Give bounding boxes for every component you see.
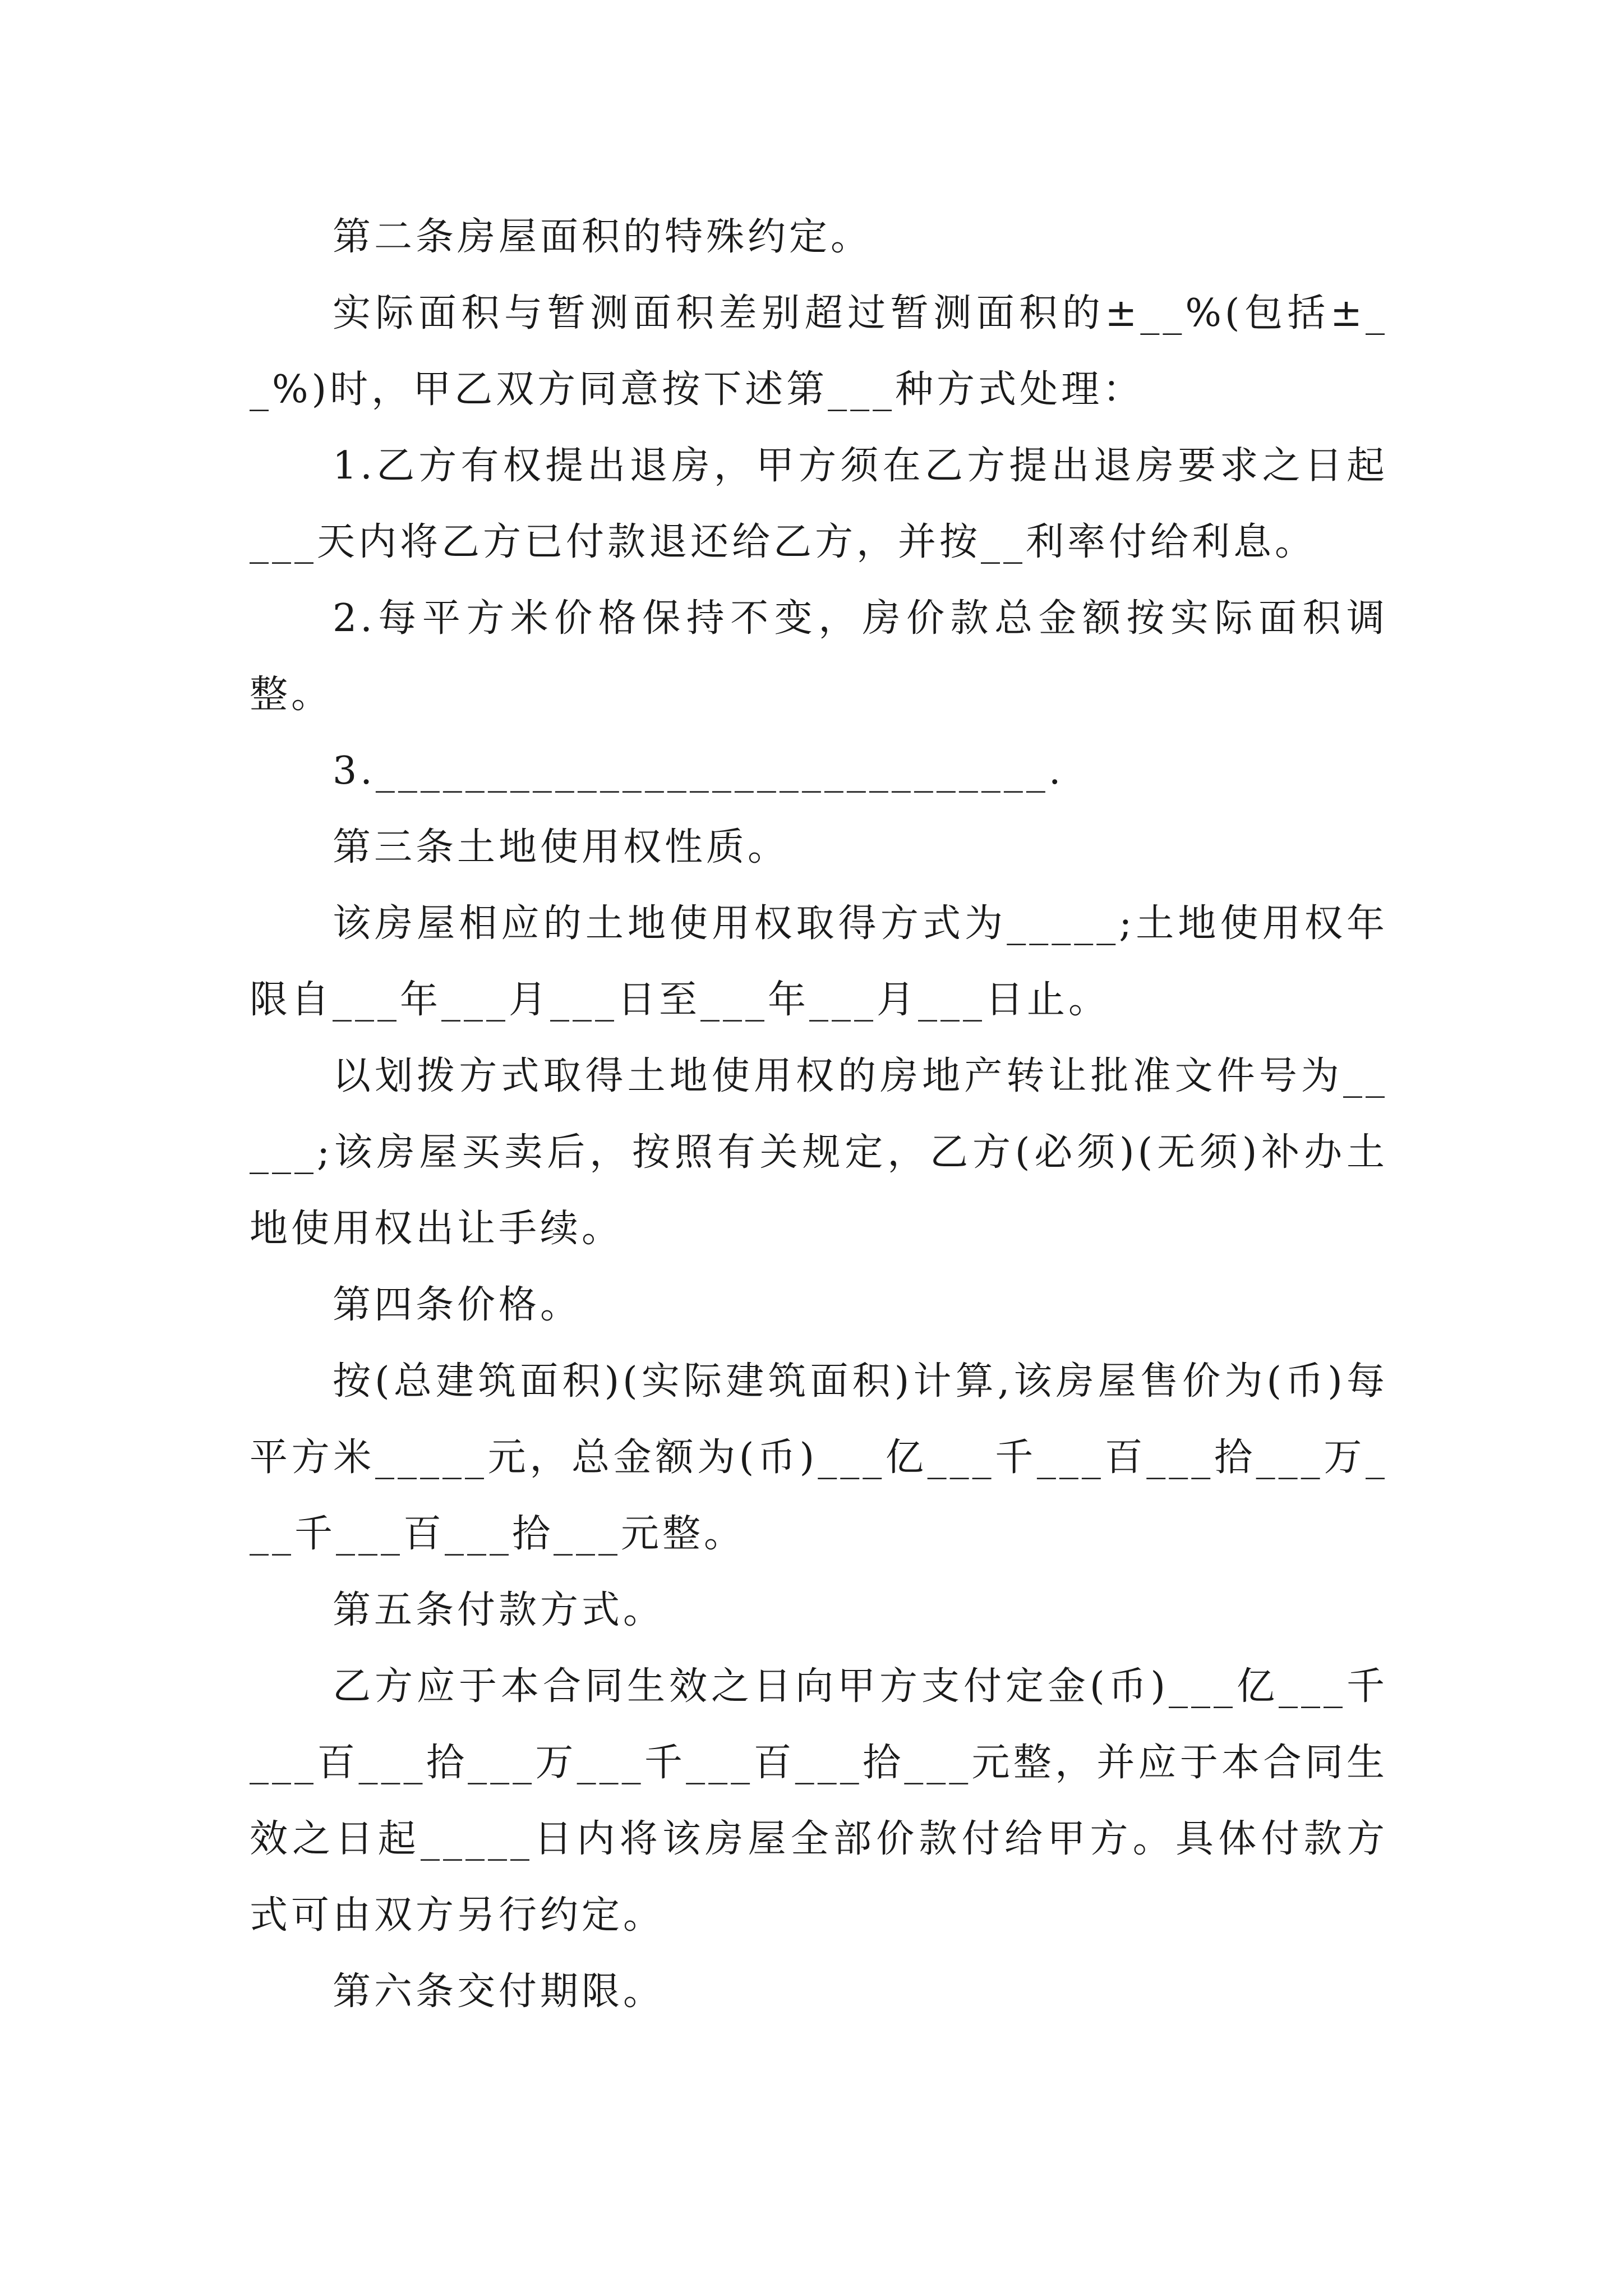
paragraph-price: 按(总建筑面积)(实际建筑面积)计算,该房屋售价为(币)每平方米_____元，总金额为(币)___亿___千___百___拾___万___千___百___拾___元整。 bbox=[250, 1359, 1388, 1556]
option-1-refund: 1.乙方有权提出退房，甲方须在乙方提出退房要求之日起___天内将乙方已付款退还给乙方，并按__利率付给利息。 bbox=[250, 444, 1388, 564]
option-2-price-adjust: 2.每平方米价格保持不变，房价款总金额按实际面积调整。 bbox=[250, 596, 1388, 717]
paragraph-land-use-method: 该房屋相应的土地使用权取得方式为_____;土地使用权年限自___年___月___日至___年___月___日止。 bbox=[250, 901, 1388, 1022]
paragraph-allocation-approval: 以划拨方式取得土地使用权的房地产转让批准文件号为_____;该房屋买卖后，按照有关规定，乙方(必须)(无须)补办土地使用权出让手续。 bbox=[250, 1054, 1388, 1251]
option-3-blank: 3.______________________________. bbox=[333, 749, 1064, 793]
article-2-heading: 第二条房屋面积的特殊约定。 bbox=[333, 215, 873, 259]
article-6-heading: 第六条交付期限。 bbox=[333, 1970, 665, 2014]
article-5-heading: 第五条付款方式。 bbox=[333, 1588, 665, 1632]
article-3-heading: 第三条土地使用权性质。 bbox=[333, 825, 790, 869]
document-body bbox=[250, 199, 1388, 2030]
paragraph-payment: 乙方应于本合同生效之日向甲方支付定金(币)___亿___千___百___拾___万___千___百___拾___元整，并应于本合同生效之日起_____日内将该房屋全部价款付给甲方。具体付款方式可由双方另行约定。 bbox=[250, 1664, 1388, 1938]
paragraph-area-difference: 实际面积与暂测面积差别超过暂测面积的±__%(包括±__%)时，甲乙双方同意按下述第___种方式处理： bbox=[250, 291, 1388, 412]
article-4-heading: 第四条价格。 bbox=[333, 1283, 582, 1327]
